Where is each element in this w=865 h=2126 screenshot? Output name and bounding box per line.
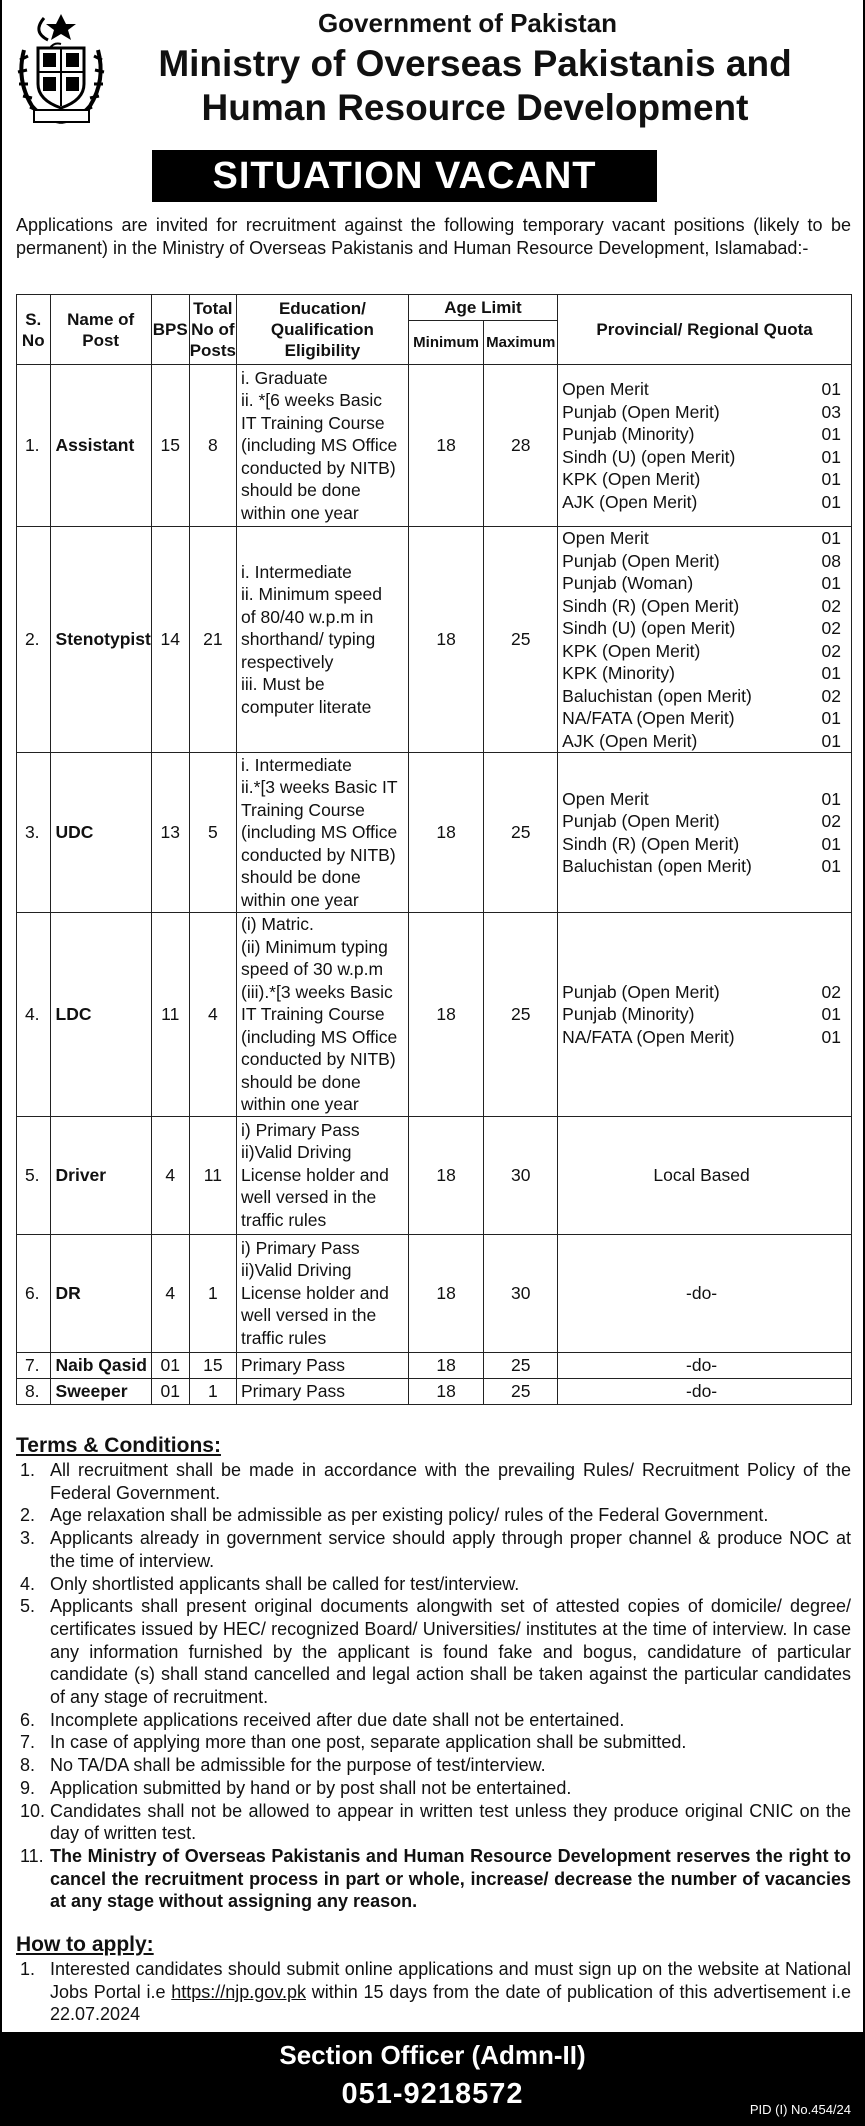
apply-item-number: 1. [20,1959,36,1979]
quota-region: Punjab (Open Merit) [562,550,720,571]
quota-region: NA/FATA (Open Merit) [562,1026,735,1047]
education-line: (including MS Office [241,822,398,843]
terms-title: Terms & Conditions: [16,1434,221,1457]
quota-region: KPK (Minority) [562,663,675,683]
apply-text-before: Interested candidates should submit online applications and must sign up on the website at National Jobs Portal i.e [50,1959,851,2002]
education-line: ii)Valid Driving [241,1260,352,1281]
education-line: within one year [241,502,359,523]
cell-total-posts: 8 [189,365,236,527]
list-item [16,1504,851,1527]
education-line: of 80/40 w.p.m in [241,606,374,627]
table-header [17,295,852,365]
quota-line [562,491,841,514]
quota-region: Sindh (U) (open Merit) [562,618,736,638]
cell-age-max: 30 [484,1234,558,1352]
education-line: within one year [241,1094,359,1114]
education-line: License holder and [241,1164,389,1185]
education-line: should be done [241,867,361,888]
col-posts-header: Total No of Posts [189,295,236,365]
phone-number: 051-9218572 [341,2078,524,2110]
quota-region: Sindh (R) (Open Merit) [562,595,740,616]
quota-count: 01 [821,379,841,399]
section-officer: Section Officer (Admn-II) [279,2040,586,2070]
situation-vacant-banner: SITUATION VACANT [152,150,657,202]
apply-text-after: within 15 days from the date of publication of this advertisement i.e 22.07.2024 [50,1981,852,2025]
quota-count: 01 [821,424,841,444]
education-line: shorthand/ typing [241,629,376,650]
quota-line [562,640,841,663]
education-line: iii. Must be [241,674,325,695]
education-line: speed of 30 w.p.m [241,959,384,979]
quota-count: 08 [821,550,841,571]
quota-count: 01 [821,528,841,548]
quota-count: 01 [821,573,841,593]
quota-region: Punjab (Woman) [562,573,694,593]
cell-total-posts: 1 [189,1234,236,1352]
term-text: Age relaxation shall be admissible as per existing policy/ rules of the Federal Government. [50,1505,769,1526]
cell-quota [558,1378,852,1404]
cell-total-posts: 21 [189,527,236,753]
term-number: 4. [20,1573,36,1594]
cell-bps: 11 [151,913,189,1117]
quota-line [562,446,841,469]
quota-region: Punjab (Minority) [562,1004,695,1024]
quota-region: Punjab (Open Merit) [562,981,720,1002]
quota-line [562,833,841,856]
term-text: Incomplete applications received after due date shall not be entertained. [50,1709,625,1730]
quota-count: 02 [821,981,841,1002]
cell-sno: 4. [17,913,51,1117]
quota-region: Open Merit [562,528,649,548]
education-line: ii)Valid Driving [241,1142,352,1163]
cell-age-max: 25 [484,1378,558,1404]
col-bps-header: BPS [151,295,189,365]
quota-count: 01 [821,663,841,683]
quota-region: KPK (Open Merit) [562,640,701,661]
quota-count: 01 [821,1026,841,1047]
term-number: 9. [20,1777,36,1798]
cell-quota [558,1352,852,1378]
term-number: 1. [20,1460,36,1480]
cell-age-max: 25 [484,913,558,1117]
terms-list [16,1459,851,1913]
cell-age-min: 18 [408,527,484,753]
cell-sno: 1. [17,365,51,527]
cell-bps: 14 [151,527,189,753]
quota-count: 01 [821,708,841,728]
quota-line [562,572,841,595]
cell-age-min: 18 [408,1378,484,1404]
education-line: conducted by NITB) [241,1049,396,1069]
list-item [16,1777,851,1800]
quota-region: KPK (Open Merit) [562,469,701,489]
quota-count: 02 [821,685,841,706]
education-line: traffic rules [241,1209,327,1230]
education-line: computer literate [241,696,372,717]
cell-sno: 5. [17,1116,51,1234]
cell-bps: 4 [151,1116,189,1234]
cell-bps: 01 [151,1378,189,1404]
quota-line [562,595,841,618]
quota-region: Baluchistan (open Merit) [562,856,752,876]
quota-count: 01 [821,788,841,809]
term-text: Applicants already in government service should apply through proper channel & produce NOC at the time of interview. [50,1528,851,1571]
education-line: i. Intermediate [241,561,352,582]
cell-education [237,527,409,753]
education-line: ii.*[3 weeks Basic IT [241,777,398,798]
cell-sno: 6. [17,1234,51,1352]
term-number: 5. [20,1596,36,1617]
cell-age-min: 18 [408,913,484,1117]
list-item [16,1731,851,1754]
quota-count: 01 [821,833,841,854]
apply-item-text [50,1958,851,2026]
quota-text: -do- [686,1354,718,1375]
cell-quota [558,1234,852,1352]
list-item [16,1845,851,1913]
quota-region: Punjab (Open Merit) [562,401,720,422]
apply-title: How to apply: [16,1933,154,1956]
term-text: The Ministry of Overseas Pakistanis and Human Resource Development reserves the right to cancel the recruitment process in part or whole, increase/ decrease the number of vacancies at any stage without assigning any reason. [50,1845,851,1912]
col-age-header: Age Limit [408,295,557,321]
intro-paragraph: Applications are invited for recruitment against the following temporary vacant positions (likely to be permanent) in the Ministry of Overseas Pakistanis and Human Resource Development, Islamabad:- [16,215,851,258]
cell-total-posts: 5 [189,753,236,913]
term-number: 2. [20,1505,36,1526]
cell-education [237,365,409,527]
education-line: i. Graduate [241,367,328,388]
header [2,0,863,145]
cell-age-max: 30 [484,1116,558,1234]
cell-bps: 13 [151,753,189,913]
term-text: Only shortlisted applicants shall be called for test/interview. [50,1573,520,1594]
quota-count: 02 [821,640,841,661]
cell-sno: 3. [17,753,51,913]
list-item [16,1573,851,1596]
quota-region: Baluchistan (open Merit) [562,685,752,706]
quota-line [562,855,841,878]
education-line: well versed in the [241,1187,377,1208]
education-line: well versed in the [241,1305,377,1326]
quota-count: 02 [821,618,841,638]
education-line: i. Intermediate [241,754,352,775]
education-line: (including MS Office [241,1026,398,1047]
education-line: ii. *[6 weeks Basic [241,390,383,411]
quota-line [562,662,841,685]
quota-region: Punjab (Minority) [562,424,695,444]
quota-count: 01 [821,856,841,876]
quota-region: Open Merit [562,788,649,809]
education-line: ii. Minimum speed [241,584,383,605]
quota-line [562,468,841,491]
table-row [17,913,852,1117]
quota-region: NA/FATA (Open Merit) [562,708,735,728]
cell-post-name: Driver [50,1116,151,1234]
quota-line [562,730,841,753]
cell-post-name: LDC [50,913,151,1117]
quota-line [562,527,841,550]
quota-region: AJK (Open Merit) [562,491,698,512]
table-row [17,1378,852,1404]
cell-sno: 2. [17,527,51,753]
education-line: should be done [241,1071,361,1092]
quota-count: 02 [821,595,841,616]
education-line: IT Training Course [241,412,385,433]
education-line: conducted by NITB) [241,844,396,865]
education-line: traffic rules [241,1327,327,1348]
term-number: 10. [20,1800,46,1821]
list-item [16,1800,851,1845]
cell-age-min: 18 [408,1234,484,1352]
table-body [17,365,852,1405]
cell-sno: 8. [17,1378,51,1404]
list-item [16,1754,851,1777]
term-text: No TA/DA shall be admissible for the purpose of test/interview. [50,1755,546,1776]
cell-post-name: Sweeper [50,1378,151,1404]
quota-line [562,1003,841,1026]
list-item [16,1527,851,1572]
quota-count: 01 [821,730,841,751]
footer [2,2032,863,2126]
cell-age-min: 18 [408,365,484,527]
education-line: (iii).*[3 weeks Basic [241,981,393,1002]
table-row [17,527,852,753]
education-line: within one year [241,889,359,910]
col-min-header: Minimum [408,321,484,365]
cell-post-name: DR [50,1234,151,1352]
terms-section [16,1433,851,1913]
quota-line [562,810,841,833]
education-line: License holder and [241,1282,389,1303]
term-text: Candidates shall not be allowed to appear in written test unless they produce original CNIC on the day of written test. [50,1800,851,1844]
cell-age-min: 18 [408,1116,484,1234]
cell-bps: 01 [151,1352,189,1378]
education-line: Training Course [241,799,365,820]
cell-quota [558,527,852,753]
quota-count: 01 [821,469,841,489]
term-number: 7. [20,1732,36,1753]
table-row [17,1116,852,1234]
quota-count: 01 [821,446,841,467]
cell-age-min: 18 [408,1352,484,1378]
njp-portal-link[interactable]: https://njp.gov.pk [171,1981,306,2002]
quota-region: AJK (Open Merit) [562,730,698,751]
cell-age-min: 18 [408,753,484,913]
cell-education [237,1116,409,1234]
col-max-header: Maximum [484,321,558,365]
quota-line [562,788,841,811]
quota-region: Sindh (U) (open Merit) [562,446,736,467]
quota-line [562,685,841,708]
cell-post-name: Naib Qasid [50,1352,151,1378]
ministry-title [2,42,863,130]
quota-text: -do- [686,1380,718,1401]
quota-line [562,550,841,573]
education-line: (i) Matric. [241,914,314,934]
quota-line [562,1026,841,1049]
quota-region: Sindh (R) (Open Merit) [562,833,740,854]
cell-total-posts: 4 [189,913,236,1117]
quota-line [562,981,841,1004]
term-text: In case of applying more than one post, separate application shall be submitted. [50,1732,687,1753]
cell-education [237,913,409,1117]
pid-number: PID (I) No.454/24 [749,2102,851,2117]
government-title: Government of Pakistan [317,8,618,38]
education-line: should be done [241,480,361,501]
cell-education [237,753,409,913]
quota-count: 01 [821,491,841,512]
cell-total-posts: 11 [189,1116,236,1234]
cell-age-max: 25 [484,753,558,913]
term-text: Application submitted by hand or by post shall not be entertained. [50,1777,572,1798]
education-line: (including MS Office [241,435,398,456]
quota-region: Open Merit [562,379,649,399]
quota-line [562,423,841,446]
cell-quota [558,913,852,1117]
quota-line [562,707,841,730]
col-post-header: Name of Post [50,295,151,365]
quota-line [562,401,841,424]
education-line: i) Primary Pass [241,1119,360,1140]
education-line: Primary Pass [241,1380,346,1401]
quota-text: Local Based [653,1164,750,1185]
col-quota-header: Provincial/ Regional Quota [558,295,852,365]
ministry-line-2: Human Resource Development [201,87,749,128]
term-number: 6. [20,1709,36,1730]
education-line: conducted by NITB) [241,457,396,478]
cell-post-name: UDC [50,753,151,913]
cell-post-name: Stenotypist [50,527,151,753]
table-row [17,365,852,527]
term-text: Applicants shall present original documents alongwith set of attested copies of domicile/ degree/ certificates issued by HEC/ recognized Board/ Universities/ institutes at the time of interview. In case any information furnished by the applicant is found fake and bogus, candidature of particular candidate (s) shall stand cancelled and legal action shall be taken against the particular candidates of any stage of recruitment. [50,1596,851,1708]
list-item [16,1595,851,1709]
col-education-header: Education/ Qualification Eligibility [237,295,409,365]
list-item [16,1709,851,1732]
cell-education [237,1378,409,1404]
col-sno-header: S. No [17,295,51,365]
term-number: 11. [20,1845,44,1866]
quota-count: 03 [821,401,841,422]
table-row [17,1234,852,1352]
quota-region: Punjab (Open Merit) [562,811,720,831]
education-line: Primary Pass [241,1354,346,1375]
table-row [17,1352,852,1378]
education-line: i) Primary Pass [241,1237,360,1258]
cell-bps: 15 [151,365,189,527]
cell-age-max: 28 [484,365,558,527]
quota-count: 01 [821,1004,841,1024]
term-number: 8. [20,1755,36,1776]
cell-education [237,1234,409,1352]
cell-bps: 4 [151,1234,189,1352]
quota-line [562,378,841,401]
cell-post-name: Assistant [50,365,151,527]
cell-quota [558,1116,852,1234]
how-to-apply-section [16,1932,851,2026]
list-item [16,1958,851,2026]
table-row [17,753,852,913]
cell-quota [558,753,852,913]
vacancy-table [16,294,852,1405]
list-item [16,1459,851,1504]
cell-quota [558,365,852,527]
cell-total-posts: 15 [189,1352,236,1378]
education-line: respectively [241,651,334,672]
term-text: All recruitment shall be made in accordance with the prevailing Rules/ Recruitment Policy of the Federal Government. [50,1460,851,1503]
term-number: 3. [20,1528,36,1549]
quota-count: 02 [821,811,841,831]
cell-total-posts: 1 [189,1378,236,1404]
education-line: IT Training Course [241,1004,385,1024]
cell-age-max: 25 [484,527,558,753]
cell-education [237,1352,409,1378]
apply-list [16,1958,851,2026]
quota-text: -do- [686,1282,718,1303]
cell-sno: 7. [17,1352,51,1378]
education-line: (ii) Minimum typing [241,936,388,957]
quota-line [562,617,841,640]
cell-age-max: 25 [484,1352,558,1378]
ministry-line-1: Ministry of Overseas Pakistanis and [158,43,792,84]
